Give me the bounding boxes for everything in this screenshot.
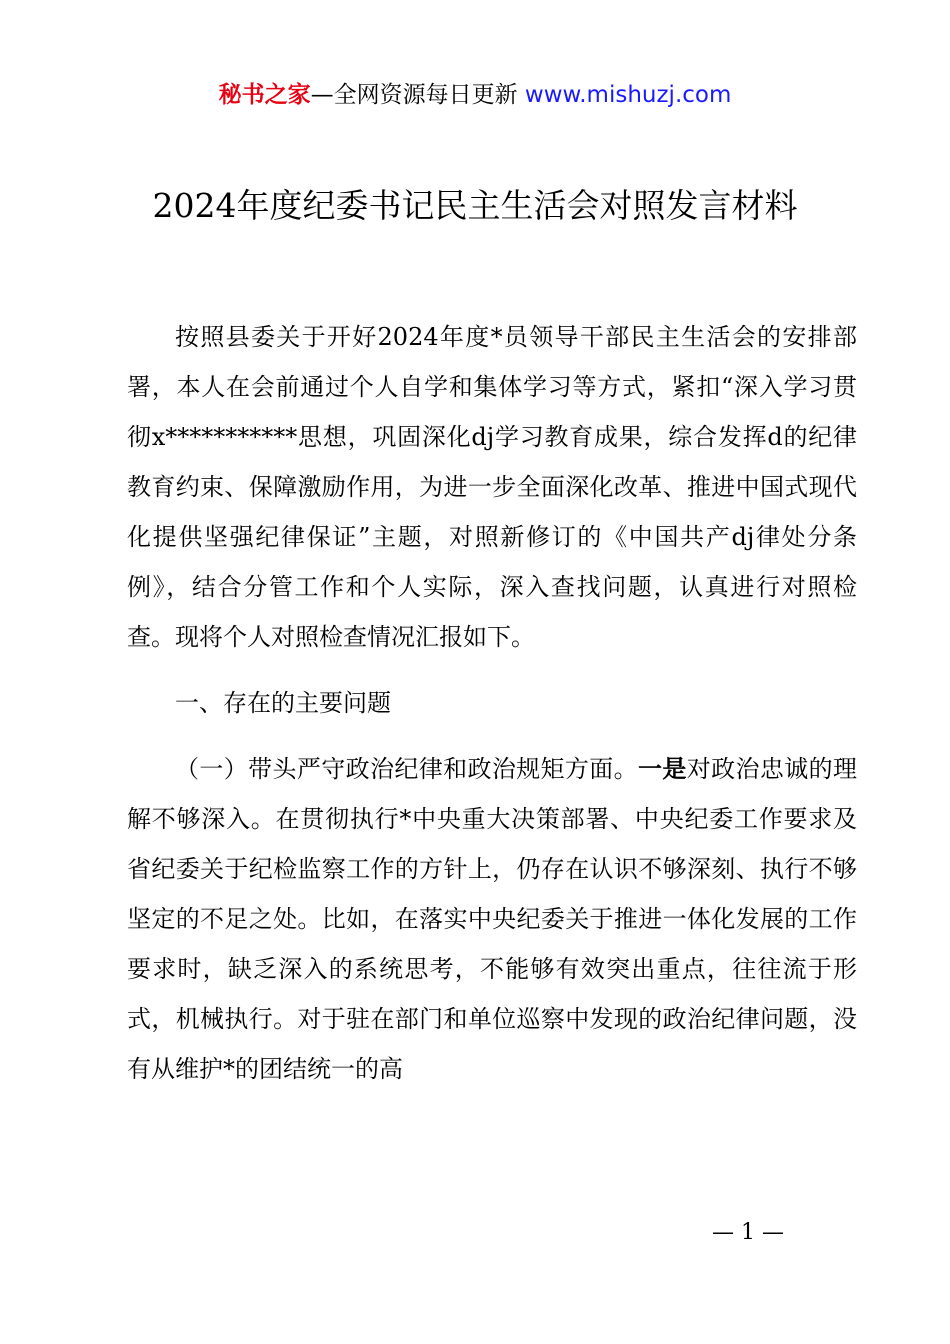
document-body xyxy=(127,312,857,1094)
subsection-paragraph-political-discipline xyxy=(127,744,857,1094)
site-brand: 秘书之家 xyxy=(218,82,311,108)
site-url[interactable]: www.mishuzj.com xyxy=(524,82,732,108)
point-marker-first: 一是 xyxy=(638,754,687,783)
subsection-text: 对政治忠诚的理解不够深入。在贯彻执行*中央重大决策部署、中央纪委工作要求及省纪委关于纪检监察工作的方针上，仍存在认识不够深刻、执行不够坚定的不足之处。比如，在落实中央纪委关于推进一体化发展的工作要求时，缺乏深入的系统思考，不能够有效突出重点，往往流于形式，机械执行。对于驻在部门和单位巡察中发现的政治纪律问题，没有从维护*的团结统一的高 xyxy=(127,755,858,1083)
section-heading-problems: 一、存在的主要问题 xyxy=(175,689,391,717)
page-number: — 1 — xyxy=(712,1220,784,1245)
document-title: 2024年度纪委书记民主生活会对照发言材料 xyxy=(152,186,798,225)
site-tagline: —全网资源每日更新 xyxy=(310,82,525,108)
site-header-banner xyxy=(0,78,950,112)
intro-paragraph: 按照县委关于开好2024年度*员领导干部民主生活会的安排部署，本人在会前通过个人自学和集体学习等方式，紧扣“深入学习贯彻x***********思想，巩固深化dj学习教育成果，综合发挥d的纪律教育约束、保障激励作用，为进一步全面深化改革、推进中国式现代化提供坚强纪律保证”主题，对照新修订的《中国共产dj律处分条例》，结合分管工作和个人实际，深入查找问题，认真进行对照检查。现将个人对照检查情况汇报如下。 xyxy=(127,323,857,651)
subsection-lead: （一）带头严守政治纪律和政治规矩方面。 xyxy=(175,755,639,783)
